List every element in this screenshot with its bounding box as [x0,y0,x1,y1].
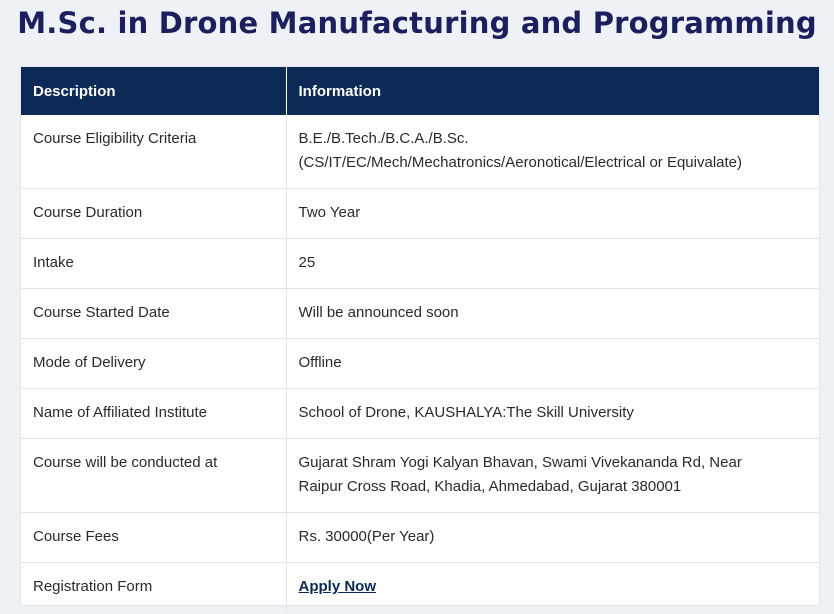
row-value-line: B.E./B.Tech./B.C.A./B.Sc. [298,130,469,147]
row-label: Name of Affiliated Institute [21,389,286,439]
row-label: Registration Form [33,578,153,595]
table-row [21,115,819,189]
row-label: Mode of Delivery [21,339,286,389]
row-value: Will be announced soon [286,289,819,339]
table-row [21,339,819,389]
table-row [21,563,819,613]
table-header-row [21,67,819,115]
row-label: Course will be conducted at [21,439,286,513]
row-value: 25 [286,239,819,289]
row-value [286,115,819,189]
row-label: Intake [21,239,286,289]
course-info-card [21,67,819,605]
row-label: Course Duration [21,189,286,239]
apply-now-link[interactable]: Apply Now [298,578,376,595]
row-value-line: Raipur Cross Road, Khadia, Ahmedabad, Gujarat 380001 [298,478,682,495]
table-row [21,189,819,239]
table-row [21,239,819,289]
row-value: School of Drone, KAUSHALYA:The Skill University [286,389,819,439]
column-header-description: Description [21,67,286,115]
row-label: Course Fees [21,513,286,563]
column-header-information: Information [286,67,819,115]
row-label: Course Eligibility Criteria [21,115,286,189]
page-title: M.Sc. in Drone Manufacturing and Programming [17,6,817,40]
table-row [21,513,819,563]
row-value: Offline [286,339,819,389]
row-value [286,563,819,613]
row-value [286,439,819,513]
table-row [21,439,819,513]
row-label: Course Started Date [21,289,286,339]
table-row [21,389,819,439]
course-info-table [21,67,819,612]
row-value: Rs. 30000(Per Year) [286,513,819,563]
table-row [21,289,819,339]
row-value-line: (CS/IT/EC/Mech/Mechatronics/Aeronotical/Electrical or Equivalate) [298,154,742,171]
row-value: Two Year [286,189,819,239]
row-value-line: Gujarat Shram Yogi Kalyan Bhavan, Swami Vivekananda Rd, Near [298,454,742,471]
